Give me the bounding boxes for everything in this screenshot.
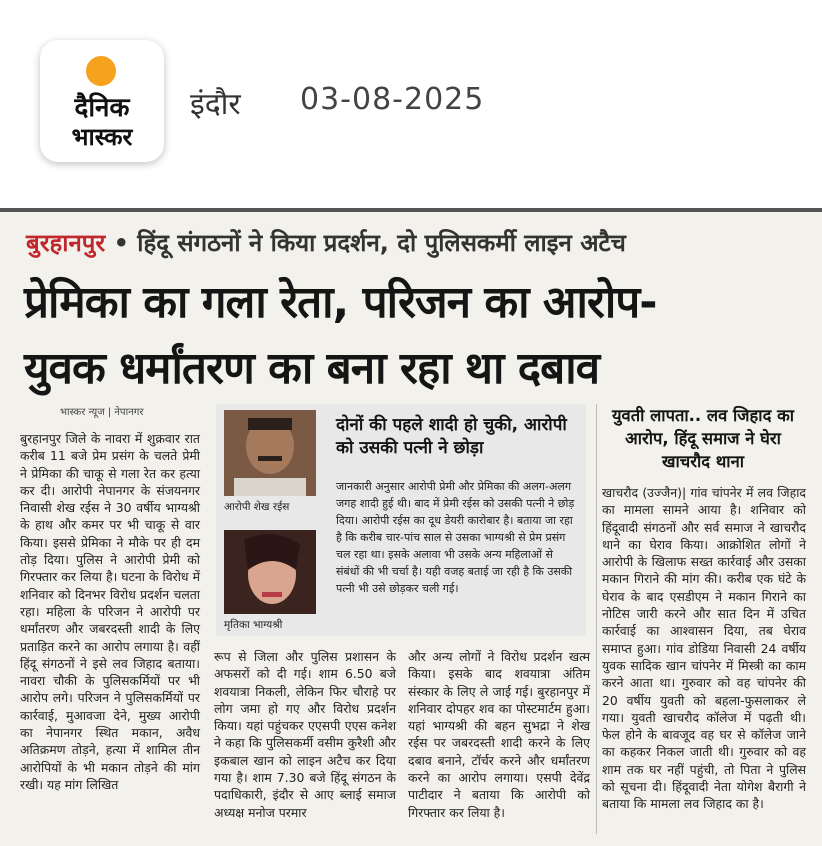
article-column-1 <box>20 430 200 793</box>
sidebar-heading: युवती लापता.. लव जिहाद का आरोप, हिंदू समाज ने घेरा खाचरौद थाना <box>611 406 795 471</box>
victim-photo-caption: मृतिका भाग्यश्री <box>224 619 283 631</box>
app-header <box>0 0 822 210</box>
byline: भास्कर न्यूज | नेपानगर <box>60 407 144 418</box>
sidebar-text: खाचरौद (उज्जैन)| गांव चांपनेर में लव जिहाद का मामला सामने आया है। शनिवार को हिंदूवादी संगठनों और सर्व समाज ने खाचरौद थाने का घेराव किया। आक्रोशित लोगों ने आरोपी के खिलाफ सख्त कार्रवाई और उसका मकान गिराने की मांग की। करीब एक घंटे के घेराव के बाद एसडीएम ने मकान गिराने का नोटिस जारी करने और सात दिन में उचित कार्रवाई का आश्वासन दिया, तब घेराव समाप्त हुआ। गांव डोडिया निवासी 24 वर्षीय युवक सादिक खान चांपनेर में मिस्त्री का काम करने आता था। गुरुवार को वह चांपनेर की 20 वर्षीय युवती को बहला-फुसलाकर ले गया। युवती खाचरौद कॉलेज में पढ़ती थी। फेल होने के बावजूद वह घर से कॉलेज जाने का कहकर निकल जाती थी। गुरुवार को वह शाम तक घर नहीं पहुंची, तो पिता ने पुलिस को सूचना दी। हिंदूवादी नेता योगेश बैरागी ने बताया कि मामला लव जिहाद का है। <box>602 485 806 812</box>
info-box <box>216 404 586 636</box>
column-divider <box>596 404 597 834</box>
accused-photo-caption: आरोपी शेख रईस <box>224 501 290 513</box>
column-3-text: और अन्य लोगों ने विरोध प्रदर्शन खत्म किया। इसके बाद शवयात्रा अंतिम संस्कार के लिए ले जाई गई। बुरहानपुर में शनिवार दोपहर शव का पोस्टमार्टम हुआ। यहां भाग्यश्री की बहन सुभद्रा ने शेख रईस पर जबरदस्ती शादी करने के लिए दबाव बनाने, टॉर्चर करने और धर्मांतरण करने का आरोप लगाया। एसपी देवेंद्र पाटीदार ने बताया कि आरोपी को गिरफ्तार कर लिया है। <box>408 649 590 820</box>
headline-line1: प्रेमिका का गला रेता, परिजन का आरोप- <box>24 277 657 328</box>
sun-icon <box>86 56 116 86</box>
column-1-text: बुरहानपुर जिले के नावरा में शुक्रवार रात करीब 11 बजे प्रेम प्रसंग के चलते प्रेमी ने प्रेमिका की चाकू से गला रेत कर हत्या कर दी। आरोपी नेपानगर के संजयनगर निवासी शेख रईस ने 30 वर्षीय भाग्यश्री के हाथ और कमर पर भी चाकू से वार किया। इससे प्रेमिका ने मौके पर ही दम तोड़ दिया। पुलिस ने आरोपी प्रेमी को गिरफ्तार कर लिया है। घटना के विरोध में शनिवार को दिनभर विरोध प्रदर्शन चलता रहा। महिला के परिजन ने आरोपी पर धर्मांतरण और जबरदस्ती शादी के लिए प्रताड़ित करने का आरोप लगाया है। वहीं हिंदू संगठनों ने इसे लव जिहाद बताया। नावरा चौकी के पुलिसकर्मियों पर भी आरोप लगे। परिजन ने पुलिसकर्मियों पर कार्रवाई, मुआवजा देने, मुख्य आरोपी का नेपानगर स्थित मकान, अवैध अतिक्रमण तोड़ने, हत्या में शामिल तीन आरोपियों के भी मकान तोड़ने की मांग रखी। यह मांग लिखित <box>20 431 200 792</box>
kicker-text: • हिंदू संगठनों ने किया प्रदर्शन, दो पुलिसकर्मी लाइन अटैच <box>113 229 626 257</box>
dainik-bhaskar-logo <box>40 40 164 162</box>
article-column-3 <box>408 648 590 821</box>
column-2-text: रूप से जिला और पुलिस प्रशासन के अफसरों को दी गई। शाम 6.50 बजे शवयात्रा निकली, लेकिन फिर चौराहे पर लोग जमा हो गए और विरोध प्रदर्शन किया। यहां पहुंचकर एएसपी एएस कनेश ने कहा कि पुलिसकर्मी वसीम कुरैशी और इकबाल खान को लाइन अटैच कर दिया गया है। शाम 7.30 बजे हिंदू संगठन के पदाधिकारी, इंदौर से आए ब्लाई समाज अध्यक्ष मनोज परमार <box>214 649 396 820</box>
accused-photo <box>224 410 316 496</box>
headline-line2: युवक धर्मांतरण का बना रहा था दबाव <box>24 343 600 394</box>
logo-line1: दैनिक <box>74 93 130 123</box>
logo-line2: भास्कर <box>71 123 133 151</box>
edition-city: इंदौर <box>190 87 241 122</box>
sidebar-body <box>602 484 806 813</box>
edition-date: 03-08-2025 <box>300 82 485 117</box>
article-column-2 <box>214 648 396 821</box>
victim-photo <box>224 530 316 614</box>
newspaper-clipping <box>0 208 822 846</box>
box-body: जानकारी अनुसार आरोपी प्रेमी और प्रेमिका की अलग-अलग जगह शादी हुई थी। बाद में प्रेमी रईस को उसकी पत्नी ने छोड़ दिया। आरोपी रईस का दूध डेयरी कारोबार है। बताया जा रहा है कि करीब चार-पांच साल से उसका भाग्यश्री से प्रेम प्रसंग चल रहा था। इसके अलावा भी उसके अन्य महिलाओं से संबंधों की भी चर्चा है। यही वजह बताई जा रही है कि उसकी पत्नी भी उसे छोड़कर चली गई। <box>336 480 575 595</box>
article-kicker <box>26 226 626 259</box>
box-heading: दोनों की पहले शादी हो चुकी, आरोपी को उसकी पत्नी ने छोड़ा <box>336 415 567 458</box>
top-rule <box>0 208 822 212</box>
article-location: बुरहानपुर <box>26 229 106 257</box>
